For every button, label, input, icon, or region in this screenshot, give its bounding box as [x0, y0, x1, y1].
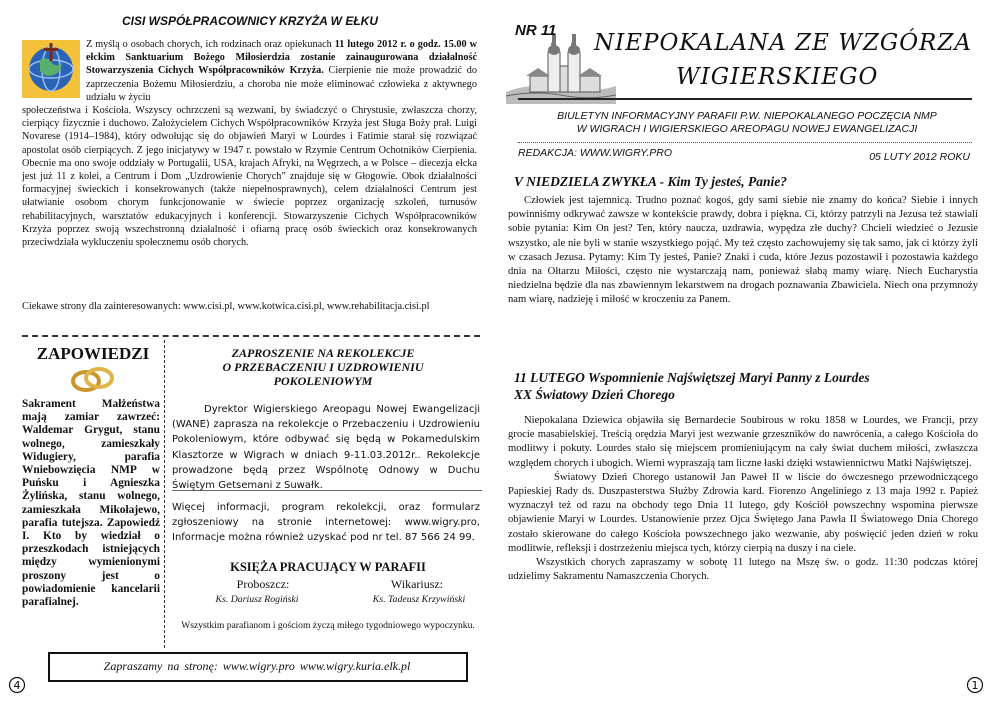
zapowiedzi-title: ZAPOWIEDZI	[36, 344, 150, 363]
page-number-left-text: 4	[13, 679, 21, 692]
wikariusz-name: Ks. Tadeusz Krzywiński	[372, 594, 466, 605]
rekolekcje-title	[178, 346, 468, 388]
cisi-title: CISI WSPÓŁPRACOWNICY KRZYŻA W EŁKU	[122, 14, 378, 28]
rekolekcje-title-line: POKOLENIOWYM	[273, 374, 373, 388]
cisi-lead-text-2: Cierpienie nie może prowadzić do zaprzeczenia Bożemu Miłosierdziu, a choroba nie może eliminować człowieka z aktywnego udziału w życiu	[86, 65, 477, 103]
page-number-right-text: 1	[971, 679, 979, 692]
page-number-right	[966, 676, 984, 694]
article1-body	[508, 194, 978, 308]
article2-heading-line: 11 LUTEGO Wspomnienie Najświętszej Maryi Panny z Lourdes	[514, 370, 870, 385]
article2-paragraph: Niepokalana Dziewica objawiła się Bernardecie Soubirous w roku 1858 w Lourdes, we Francji, przy grocie masabielskiej. Treścią orędzia Maryi jest wezwanie grzeszników do nawrócenia, a całego Kościoła do modlitwy i pokuty. Lourdes stało się miejscem promieniującym na cały świat duchem miłości, zwłaszcza względem chorych i ubogich. Wierni wypraszają tam liczne łaski dzięki wstawiennictwu Matki Najświętszej.	[508, 415, 978, 469]
issue-number: NR 11	[515, 22, 557, 39]
article2-body	[508, 414, 978, 584]
wikariusz-label: Wikariusz:	[390, 577, 444, 591]
rekolekcje-body-text: Dyrektor Wigierskiego Areopagu Nowej Ewangelizacji (WANE) zaprasza na rekolekcje o Przebaczeniu i Uzdrowieniu Pokoleniowym, które odbywać się będą w Pokamedulskim Klasztorze w Wigrach w dniach 9-11.03.2012r.. Rekolekcje prowadzone będą przez Wspólnotę Odnowy w Duchu Świętym Getsemani z Suwałk.	[172, 404, 480, 492]
masthead-title: NIEPOKALANA ZE WZGÓRZA	[594, 30, 972, 56]
rekolekcje-title-line: ZAPROSZENIE NA REKOLEKCJE	[231, 346, 415, 360]
bulletin-subtitle-line: W WIGRACH I WIGIERSKIEGO AREOPAGU NOWEJ EWANGELIZACJI	[576, 123, 918, 135]
ksieza-title: KSIĘŻA PRACUJĄCY W PARAFII	[230, 560, 426, 574]
bulletin-subtitle-line: BIULETYN INFORMACYJNY PARAFII P.W. NIEPOKALANEGO POCZĘCIA NMP	[557, 110, 937, 122]
cisi-links[interactable]: Ciekawe strony dla zainteresowanych: www.cisi.pl, www.kotwica.cisi.pl, www.rehabilitacja.cisi.pl	[22, 301, 430, 312]
page-number-left	[8, 676, 26, 694]
dotted-rule	[518, 142, 972, 143]
article2-heading-line: XX Światowy Dzień Chorego	[514, 387, 675, 402]
cisi-lead	[86, 38, 477, 104]
footer-links[interactable]: Zapraszamy na stronę: www.wigry.pro www.wigry.kuria.elk.pl	[103, 659, 411, 673]
rekolekcje-title-line: O PRZEBACZENIU I UZDROWIENIU	[222, 360, 424, 374]
greetings-text: Wszystkim parafianom i gościom życzą miłego tygodniowego wypoczynku.	[181, 620, 475, 631]
proboszcz-label: Proboszcz:	[236, 577, 290, 591]
rekolekcje-separator	[172, 490, 482, 491]
article2-paragraph: Wszystkich chorych zapraszamy w sobotę 11 lutego na Mszę św. o godz. 11:30 podczas której udzielimy Sakramentu Namaszczenia Chorych.	[508, 557, 978, 583]
masthead-title-line2: WIGIERSKIEGO	[676, 64, 879, 90]
zapowiedzi-text: Sakrament Małżeństwa mają zamiar zawrzeć: Waldemar Grygut, stanu wolnego, zamieszkały Widugiery, parafia Wniebowzięcia NMP w Puńsku i Agnieszka Żylińska, stanu wolnego, zamieszkała Mikołajewo, parafia tutejsza. Zapowiedź I. Kto by wiedział o przeszkodach istniejących między wymienionymi proszony jest o powiadomienie kancelarii parafialnej.	[22, 398, 160, 609]
cisi-article	[22, 38, 477, 249]
cisi-body-text: społeczeństwa i Kościoła. Wszyscy ochrzczeni są wezwani, by świadczyć o Chrystusie, zwłaszcza chorzy, cierpiący fizycznie i duchowo. Założycielem Cichych Współpracowników Krzyża jest Sługa Boży prał. Luigi Novarese (1914–1984), który odwołując się do objawień Maryi w Lourdes i Fatimie starał się rozwiązać apostolat osób cierpiących. Z jego inicjatywy w 1947 r. powstało w Rzymie Centrum Ochotników Cierpienia. Obecnie ma ono swoje oddziały w Portugalii, USA, krajach Afryki, na Węgrzech, a w Polsce – diecezja ełcka jest już 11 z kolei, a Centrum i Dom „Uzdrowienie Chorych” znajduje się w Głogowie. Obok działalności formacyjnej świeckich i konsekrowanych (także niepełnosprawnych), celem działalności Centrum jest ułatwianie osobom chorym funkcjonowanie w świecie poprzez organizację szkoleń, turnusów rehabilitacyjnych, warsztatów edukacyjnych i konferencji. Stowarzyszenie Cichych Współpracowników Krzyża poprzez swoją wszechstronną działalność i ofiarną pracę osób świeckich oraz konsekrowanych przeciwdziała wykluczeniu społecznemu osób chorych.	[22, 105, 477, 249]
rekolekcje-body	[172, 402, 480, 493]
bulletin-subtitle	[520, 110, 974, 136]
editorial-link[interactable]: REDAKCJA: WWW.WIGRY.PRO	[518, 147, 673, 159]
cisi-lead-text: Z myślą o osobach chorych, ich rodzinach oraz opiekunach	[86, 39, 335, 50]
issue-date: 05 LUTY 2012 ROKU	[869, 151, 970, 163]
article1-paragraph: Człowiek jest tajemnicą. Trudno poznać kogoś, gdy sami siebie nie znamy do końca? Siebie i innych powinniśmy odkrywać zawsze w kontekście prawdy, dobra i piękna. Ci, którzy patrzyli na Jezusa też stawiali sobie pytania: Kim On jest? Ten, który naucza, uzdrawia, wypędza złe duchy? Chcieli wiedzieć o Jezusie wszystko, ale nie byli w stanie wszystkiego pojąć. My też często zachowujemy się tak samo, jak ci którzy żyli w czasach Jezusa. Pytamy: Kim Ty jesteś, Panie? Znaki i cuda, które Jezus pozostawił i pozostawia każdego dnia na Ołtarzu Miłości, często nie wystarczają nam, ponieważ słabą mamy wiarę. Niech Eucharystia niedzielna będzie dla nas zbawiennym lekarstwem na drogach poznawania Zbawiciela. Niech ona przymnoży nam wiarę, nadzieję i miłość w kroczeniu za Panem.	[508, 195, 978, 306]
article2-paragraph: Światowy Dzień Chorego ustanowił Jan Paweł II w liście do ówczesnego przewodniczącego Papieskiej Rady ds. Duszpasterstwa Służby Zdrowia kard. Fiorenzo Angeliniego z 13 maja 1992 r. Papież wyznaczył też od razu na obchody tego Dnia 11 lutego, gdy Kościół powszechny wspomina pierwsze objawienie Maryi w Lourdes. Ustanowienie przez Ojca Świętego Jana Pawła II Światowego Dnia Chorego zostało skierowane do całego Kościoła powszechnego jako wezwanie, aby poświęcić jeden dzień w roku modlitwie, refleksji i dostrzeżeniu miejsca tych, którzy cierpią na duszy i na ciele.	[508, 471, 978, 554]
wedding-rings-icon	[64, 364, 120, 394]
proboszcz-name: Ks. Dariusz Rogiński	[215, 594, 299, 605]
article1-heading: V NIEDZIELA ZWYKŁA - Kim Ty jesteś, Panie?	[514, 174, 788, 189]
section-divider	[22, 335, 480, 337]
cisi-lead-bold: 11 lutego 2012 r. o godz. 15.00 w ełckim Sanktuarium Bożego Miłosierdzia zostanie zainaugurowana działalność Stowarzyszenia Cichych Współpracowników Krzyża.	[86, 39, 477, 77]
article2-heading	[514, 369, 974, 403]
rekolekcje-info: Więcej informacji, program rekolekcji, oraz formularz zgłoszeniowy na stronie internetowej: www.wigry.pro, Informacje można również uzyskać pod nr tel. 87 566 24 99.	[172, 502, 480, 544]
masthead-rule	[518, 98, 972, 100]
